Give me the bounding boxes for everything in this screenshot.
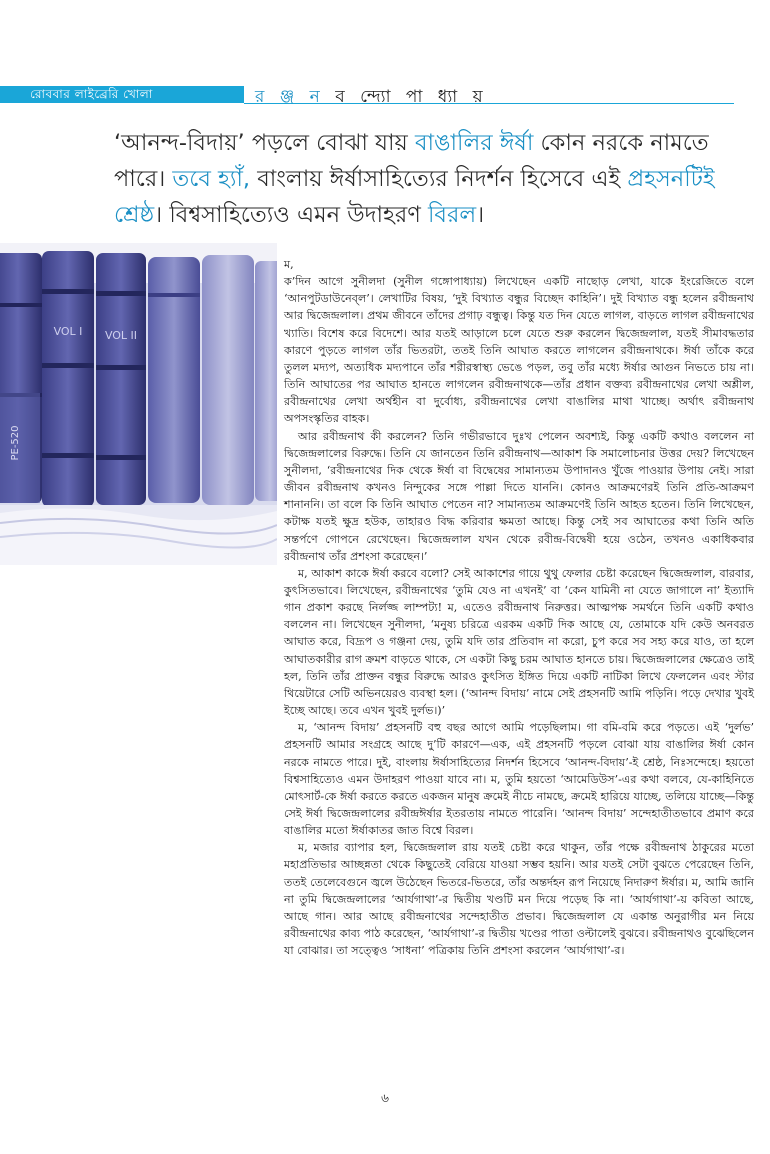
pull-quote-highlight: বিরল (427, 202, 477, 228)
spine-label: VOL I (53, 325, 83, 338)
salutation: ম, (284, 258, 294, 271)
spine-label: VOL II (104, 329, 138, 342)
pull-quote-text: । (476, 202, 485, 228)
paragraph: ম, মজার ব্যাপার হল, দ্বিজেন্দ্রলাল রায় যতই চেষ্টা করে থাকুন, তাঁর পক্ষে রবীন্দ্রনাথ ঠাকুরের মতো মহাপ্রতিভার আচ্ছন্নতা থেকে কিছুতেই বেরিয়ে যাওয়া সম্ভব হয়নি। আর যতই সেটা বুঝতে পেরেছেন তিনি, ততই তেলেবেগুনে জ্বলে উঠেছেন ভিতরে-ভিতরে, তাঁর অন্তর্দহন রূপ নিয়েছে নিদারুণ ঈর্ষার। ম, আমি জানি না তুমি দ্বিজেন্দ্রলালের ‘আর্যগাথা’-র দ্বিতীয় খণ্ডটি মন দিয়ে পড়েছ কি না। ‘আর্যগাথা’-য় কবিতা আছে, আছে গান। আর আছে রবীন্দ্রনাথের সন্দেহাতীত প্রভাব। দ্বিজেন্দ্রলাল যে একান্ত অনুরাগীর মন নিয়ে রবীন্দ্রনাথের কাব্য পাঠ করেছেন, ‘আর্যগাথা’-র দ্বিতীয় খণ্ডের পাতা ওল্টালেই বুঝবে। রবীন্দ্রনাথও বুঝেছিলেন যা বোঝার। তা সত্ত্বেও ‘সাধনা’ পত্রিকায় তিনি প্রশংসা করলেন ‘আর্যগাথা’-র। (284, 841, 754, 958)
author-name (255, 84, 488, 112)
book-spine (148, 257, 200, 503)
author-first-name: র ঞ্জ ন (255, 87, 325, 107)
book-spine (96, 253, 146, 505)
pull-quote-highlight: তবে হ্যাঁ, (172, 166, 251, 192)
book-spine (202, 255, 254, 505)
books-photo (0, 243, 277, 565)
article-body (284, 256, 754, 959)
book-spine (42, 251, 94, 507)
pull-quote-highlight: প্রহসনটিই শ্রেষ্ঠ (114, 166, 715, 228)
pull-quote-text: বাংলায় ঈর্ষাসাহিত্যের নিদর্শন হিসেবে এই (250, 166, 628, 192)
paragraph: ক’দিন আগে সুনীলদা (সুনীল গঙ্গোপাধ্যায়) লিখেছেন একটি নাছোড় লেখা, যাকে ইংরেজিতে বলে ‘আনপুটডাউনেব্‌ল’। লেখাটির বিষয়, ‘দুই বিখ্যাত বন্ধুর বিচ্ছেদ কাহিনি’। দুই বিখ্যাত বন্ধু হলেন রবীন্দ্রনাথ আর দ্বিজেন্দ্রলাল। প্রথম জীবনে তাঁদের প্রগাঢ় বন্ধুত্ব। কিন্তু যত দিন যেতে লাগল, বাড়তে লাগল রবীন্দ্রনাথের খ্যাতি। বিশেষ করে বিদেশে। আর যতই আড়ালে চলে যেতে শুরু করলেন দ্বিজেন্দ্রলাল, যতই সীমাবদ্ধতার কারণে পুড়তে লাগল তাঁর ভিতরটা, ততই তিনি আঘাত করতে লাগলেন রবীন্দ্রনাথকে। ঈর্ষা তাঁকে করে তুলল মদ্যপ, অত্যধিক মদ্যপানে তাঁর শরীরস্বাস্থ্য ভেঙে পড়ল, তবু তাঁর মধ্যে ঈর্ষার আগুন নিভতে চায় না। তিনি আঘাতের পর আঘাত হানতে লাগলেন রবীন্দ্রনাথকে—তাঁর প্রধান বক্তব্য রবীন্দ্রনাথের লেখা অশ্লীল, রবীন্দ্রনাথের লেখা অর্থহীন বা দুর্বোধ্য, রবীন্দ্রনাথের লেখা বাঙালির মাথা খাচ্ছে। অর্থাৎ রবীন্দ্রনাথ অপসংস্কৃতির বাহক। (284, 275, 754, 426)
pull-quote-highlight: বাঙালির ঈর্ষা (414, 130, 534, 156)
book-spine (0, 393, 40, 503)
book-spine (255, 261, 277, 501)
paragraph: ম, ‘আনন্দ বিদায়’ প্রহসনটি বহু বছর আগে আমি পড়েছিলাম। গা বমি-বমি করে পড়তে। এই ‘দুর্লভ’ প্রহসনটি আমার সংগ্রহে আছে দু’টি কারণে—এক, এই প্রহসনটি পড়লে বোঝা যায় বাঙালির ঈর্ষা কোন নরকে নামতে পারে। দুই, বাংলায় ঈর্ষাসাহিত্যের নিদর্শন হিসেবে ‘আনন্দ-বিদায়’-ই শ্রেষ্ঠ, নিঃসন্দেহে। হয়তো বিশ্বসাহিত্যেও এমন উদাহরণ পাওয়া যাবে না। ম, তুমি হয়তো ‘আমেডিউস’-এর কথা বলবে, যে-কাহিনিতে মোৎসার্ট-কে ঈর্ষা করতে করতে একজন মানুষ ক্রমেই নীচে নামছে, ক্রমেই হারিয়ে যাচ্ছে, তলিয়ে যাচ্ছে—কিন্তু সেই ঈর্ষা দ্বিজেন্দ্রলালের রবীন্দ্রঈর্ষার ইতরতায় নামতে পারেনি। ‘আনন্দ বিদায়’ সন্দেহাতীতভাবে প্রমাণ করে বাঙালির মতো ঈর্ষাকাতর জাত বিশ্বে বিরল। (284, 721, 754, 838)
pull-quote-text: ‘আনন্দ-বিদায়’ পড়লে বোঝা যায় (114, 130, 415, 156)
author-last-name: ব ন্দ্যো পা ধ্যা য় (324, 87, 488, 107)
books-illustration (0, 243, 277, 565)
section-label: রোববার লাইব্রেরি খোলা (30, 87, 153, 101)
paragraph: আর রবীন্দ্রনাথ কী করলেন? তিনি গভীরভাবে দুঃখ পেলেন অবশ্যই, কিন্তু একটি কথাও বললেন না দ্বিজেন্দ্রলালের বিরুদ্ধে। তিনি যে জানতেন তিনি রবীন্দ্রনাথ—আকাশ কি সমালোচনার উত্তর দেয়? লিখেছেন সুনীলদা, ‘রবীন্দ্রনাথের দিক থেকে ঈর্ষা বা বিদ্বেষের সামান্যতম উপাদানও খুঁজে পাওয়ার উপায় নেই। সারা জীবন রবীন্দ্রনাথ কখনও নিন্দুকের সঙ্গে পাল্লা দিতে যাননি। কোনও আক্রমণেরই তিনি প্রতি-আক্রমণ শানাননি। তা বলে কি তিনি আঘাত পেতেন না? সামান্যতম আক্রমণেই তিনি আহত হতেন। তিনি লিখেছেন, কটাক্ষ যতই ক্ষুদ্র হউক, তাহারও বিদ্ধ করিবার ক্ষমতা আছে। কিন্তু সেই সব আঘাতের কথা তিনি অতি সন্তর্পণে গোপনে রেখেছেন। দ্বিজেন্দ্রলাল যখন থেকে রবীন্দ্র-বিদ্বেষী হয়ে ওঠেন, তখনও একাধিকবার রবীন্দ্রনাথ তাঁর প্রশংসা করেছেন।’ (284, 429, 754, 563)
spine-label: PE-520 (10, 425, 21, 461)
paragraph: ম, আকাশ কাকে ঈর্ষা করবে বলো? সেই আকাশের গায়ে থুথু ফেলার চেষ্টা করেছেন দ্বিজেন্দ্রলাল, বারবার, কুৎসিতভাবে। লিখেছেন, রবীন্দ্রনাথের ‘তুমি যেও না এখনই’ বা ‘কেন যামিনী না যেতে জাগালে না’ ইত্যাদি গান প্রকাশ করছে নির্লজ্জ লাম্পট্য! ম, এতেও রবীন্দ্রনাথ নিরুত্তর। আত্মপক্ষ সমর্থনে তিনি একটি কথাও বললেন না। লিখেছেন সুনীলদা, ‘মনুষ্য চরিত্রে এরকম একটি দিক আছে যে, তোমাকে যদি কেউ অনবরত আঘাত করে, বিদ্রূপ ও গঞ্জনা দেয়, তুমি যদি তার প্রতিবাদ না করো, চুপ করে সব সহ্য করে যাও, তা হলে আঘাতকারীর রাগ ক্রমশ বাড়তে থাকে, সে একটা কিছু চরম আঘাত হানতে চায়। দ্বিজেন্দ্রলালের ক্ষেত্রেও তাই হল, তিনি তাঁর প্রাক্তন বন্ধুর বিরুদ্ধে আরও কুৎসিত ইঙ্গিত দিয়ে একটি নাটিকা লিখে ফেললেন এবং স্টার থিয়েটারে সেটি অভিনয়েরও ব্যবস্থা হল। (‘আনন্দ বিদায়’ নামে সেই প্রহসনটি আমি পড়িনি। পড়ে দেখার খুবই ইচ্ছে আছে। তবে এখন খুবই দুর্লভ।)’ (284, 566, 754, 718)
page-number: ৬ (381, 1091, 389, 1105)
pull-quote-text: । বিশ্বসাহিত্যেও এমন উদাহরণ (154, 202, 428, 228)
pull-quote (114, 125, 754, 233)
pull-quote-text: কোন নরকে নামতে পারে। (114, 130, 709, 192)
